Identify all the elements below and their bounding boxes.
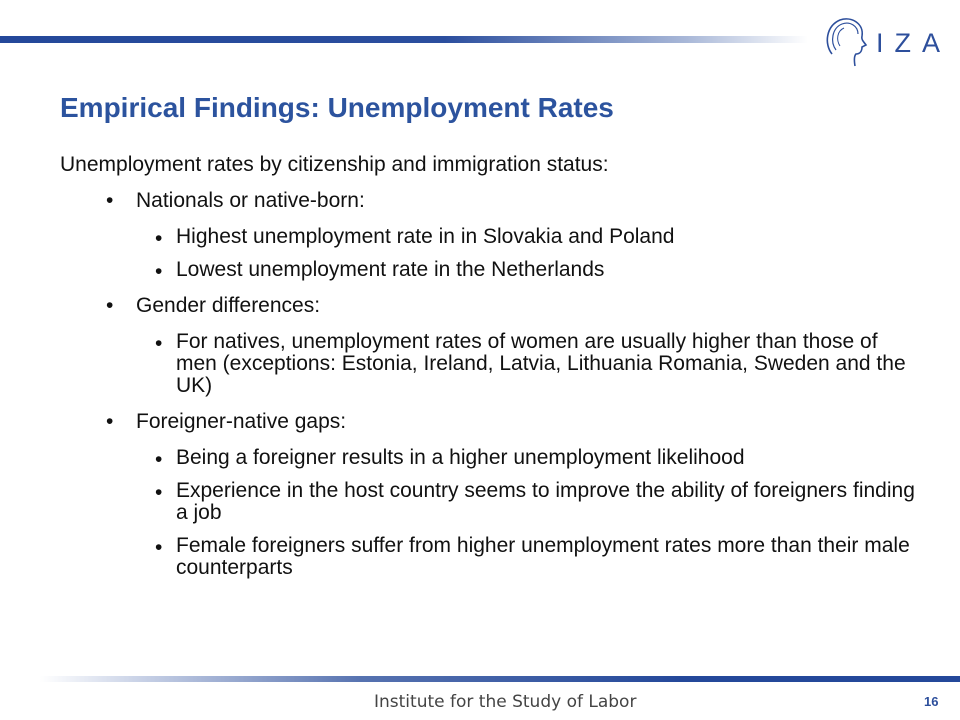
page-number: 16 bbox=[924, 694, 939, 709]
bullet-icon: • bbox=[155, 260, 163, 283]
sub-list bbox=[136, 447, 920, 579]
institute-name: Institute for the Study of Labor bbox=[374, 692, 637, 712]
iza-logo bbox=[818, 14, 952, 70]
sub-item-text: Highest unemployment rate in in Slovakia and Poland bbox=[176, 225, 675, 248]
bullet-icon: • bbox=[106, 410, 114, 433]
bullet-icon: • bbox=[155, 481, 163, 504]
section-label: Foreigner-native gaps: bbox=[136, 410, 347, 433]
header-bar bbox=[0, 36, 808, 43]
slide-title: Empirical Findings: Unemployment Rates bbox=[60, 92, 614, 123]
bullet-icon: • bbox=[155, 536, 163, 559]
sub-item bbox=[136, 447, 920, 469]
bullet-icon: • bbox=[106, 294, 114, 317]
sub-item bbox=[136, 535, 920, 579]
section-item bbox=[60, 293, 920, 397]
section-label: Gender differences: bbox=[136, 294, 321, 317]
sub-item bbox=[136, 480, 920, 524]
section-label: Nationals or native-born: bbox=[136, 189, 365, 212]
logo-text: IZA bbox=[876, 28, 952, 58]
intro-text: Unemployment rates by citizenship and immigration status: bbox=[60, 153, 609, 176]
sub-list bbox=[136, 331, 920, 397]
bullet-icon: • bbox=[155, 448, 163, 471]
bullet-icon: • bbox=[106, 189, 114, 212]
sub-item-text: Lowest unemployment rate in the Netherlands bbox=[176, 258, 605, 281]
section-item bbox=[60, 409, 920, 579]
bullet-icon: • bbox=[155, 227, 163, 250]
sub-item-text: Experience in the host country seems to improve the ability of foreigners finding a job bbox=[176, 479, 915, 524]
sub-item-text: For natives, unemployment rates of women are usually higher than those of men (exceptions: Estonia, Ireland, Latvia, Lithuania Romania, Sweden and the UK) bbox=[176, 330, 906, 397]
sub-item bbox=[136, 259, 920, 281]
bullet-icon: • bbox=[155, 332, 163, 355]
sub-item-text: Female foreigners suffer from higher unemployment rates more than their male counterparts bbox=[176, 534, 910, 579]
sub-item bbox=[136, 226, 920, 248]
section-list bbox=[60, 188, 920, 579]
head-profile-icon bbox=[818, 14, 874, 70]
footer-bar bbox=[40, 676, 960, 682]
sub-list bbox=[136, 226, 920, 281]
section-item bbox=[60, 188, 920, 281]
slide-content bbox=[60, 152, 920, 591]
sub-item-text: Being a foreigner results in a higher unemployment likelihood bbox=[176, 446, 745, 469]
sub-item bbox=[136, 331, 920, 397]
